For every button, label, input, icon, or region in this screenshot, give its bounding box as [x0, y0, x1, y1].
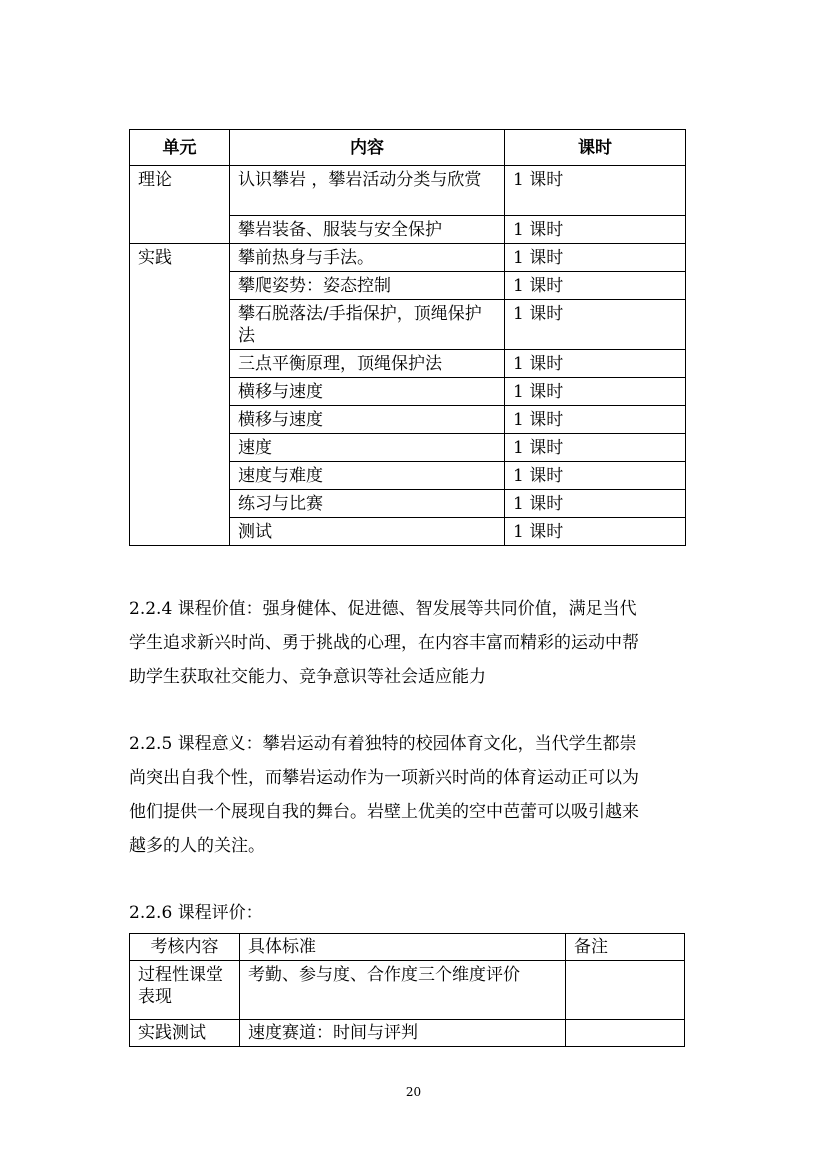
hours-cell: 1 课时 [505, 378, 686, 406]
paragraph-line: 2.2.4 课程价值：强身健体、促进德、智发展等共同价值，满足当代 [129, 599, 637, 619]
header-item: 考核内容 [130, 934, 240, 961]
hours-cell: 1 课时 [505, 406, 686, 434]
paragraph-line: 2.2.5 课程意义：攀岩运动有着独特的校园体育文化，当代学生都崇 [129, 734, 637, 754]
hours-cell: 1 课时 [505, 272, 686, 300]
course-evaluation-heading [129, 899, 689, 933]
content-cell: 速度与难度 [230, 462, 505, 490]
hours-cell: 1 课时 [505, 490, 686, 518]
hours-cell: 1 课时 [505, 300, 686, 350]
note-cell [566, 1020, 685, 1047]
content-cell: 横移与速度 [230, 406, 505, 434]
evaluation-table [129, 933, 685, 1047]
criteria-cell: 考勤、参与度、合作度三个维度评价 [240, 961, 566, 1020]
content-cell: 练习与比赛 [230, 490, 505, 518]
content-cell: 攀前热身与手法。 [230, 244, 505, 272]
content-cell: 攀爬姿势：姿态控制 [230, 272, 505, 300]
header-note: 备注 [566, 934, 685, 961]
header-criteria: 具体标准 [240, 934, 566, 961]
table-row [130, 961, 685, 1020]
item-cell: 过程性课堂表现 [130, 961, 240, 1020]
content-cell: 测试 [230, 518, 505, 546]
table-header-row [130, 934, 685, 961]
note-cell [566, 961, 685, 1020]
content-cell: 横移与速度 [230, 378, 505, 406]
course-schedule-table [129, 129, 686, 546]
content-cell: 速度 [230, 434, 505, 462]
paragraph-line: 他们提供一个展现自我的舞台。岩壁上优美的空中芭蕾可以吸引越来 [129, 802, 639, 822]
hours-cell: 1 课时 [505, 518, 686, 546]
hours-cell: 1 课时 [505, 166, 686, 216]
hours-cell: 1 课时 [505, 244, 686, 272]
hours-cell: 1 课时 [505, 216, 686, 244]
course-meaning-paragraph [129, 730, 689, 866]
paragraph-line: 助学生获取社交能力、竞争意识等社会适应能力 [129, 667, 486, 687]
table-row [130, 244, 686, 272]
header-hours: 课时 [505, 130, 686, 166]
item-cell: 实践测试 [130, 1020, 240, 1047]
table-header-row [130, 130, 686, 166]
header-content: 内容 [230, 130, 505, 166]
content-cell: 认识攀岩 ，攀岩活动分类与欣赏 [230, 166, 505, 216]
hours-cell: 1 课时 [505, 350, 686, 378]
content-cell: 三点平衡原理，顶绳保护法 [230, 350, 505, 378]
paragraph-line: 尚突出自我个性，而攀岩运动作为一项新兴时尚的体育运动正可以为 [129, 768, 639, 788]
header-unit: 单元 [130, 130, 230, 166]
page-number: 20 [405, 1085, 422, 1099]
unit-cell: 理论 [130, 166, 230, 244]
paragraph-line: 学生追求新兴时尚、勇于挑战的心理，在内容丰富而精彩的运动中帮 [129, 633, 639, 653]
content-cell: 攀岩装备、服装与安全保护 [230, 216, 505, 244]
paragraph-line: 越多的人的关注。 [129, 836, 265, 856]
unit-cell: 实践 [130, 244, 230, 546]
hours-cell: 1 课时 [505, 462, 686, 490]
criteria-cell: 速度赛道：时间与评判 [240, 1020, 566, 1047]
content-cell: 攀石脱落法/手指保护，顶绳保护法 [230, 300, 505, 350]
section-heading: 2.2.6 课程评价： [129, 903, 263, 923]
table-row [130, 166, 686, 216]
hours-cell: 1 课时 [505, 434, 686, 462]
table-row [130, 1020, 685, 1047]
course-value-paragraph [129, 595, 689, 697]
